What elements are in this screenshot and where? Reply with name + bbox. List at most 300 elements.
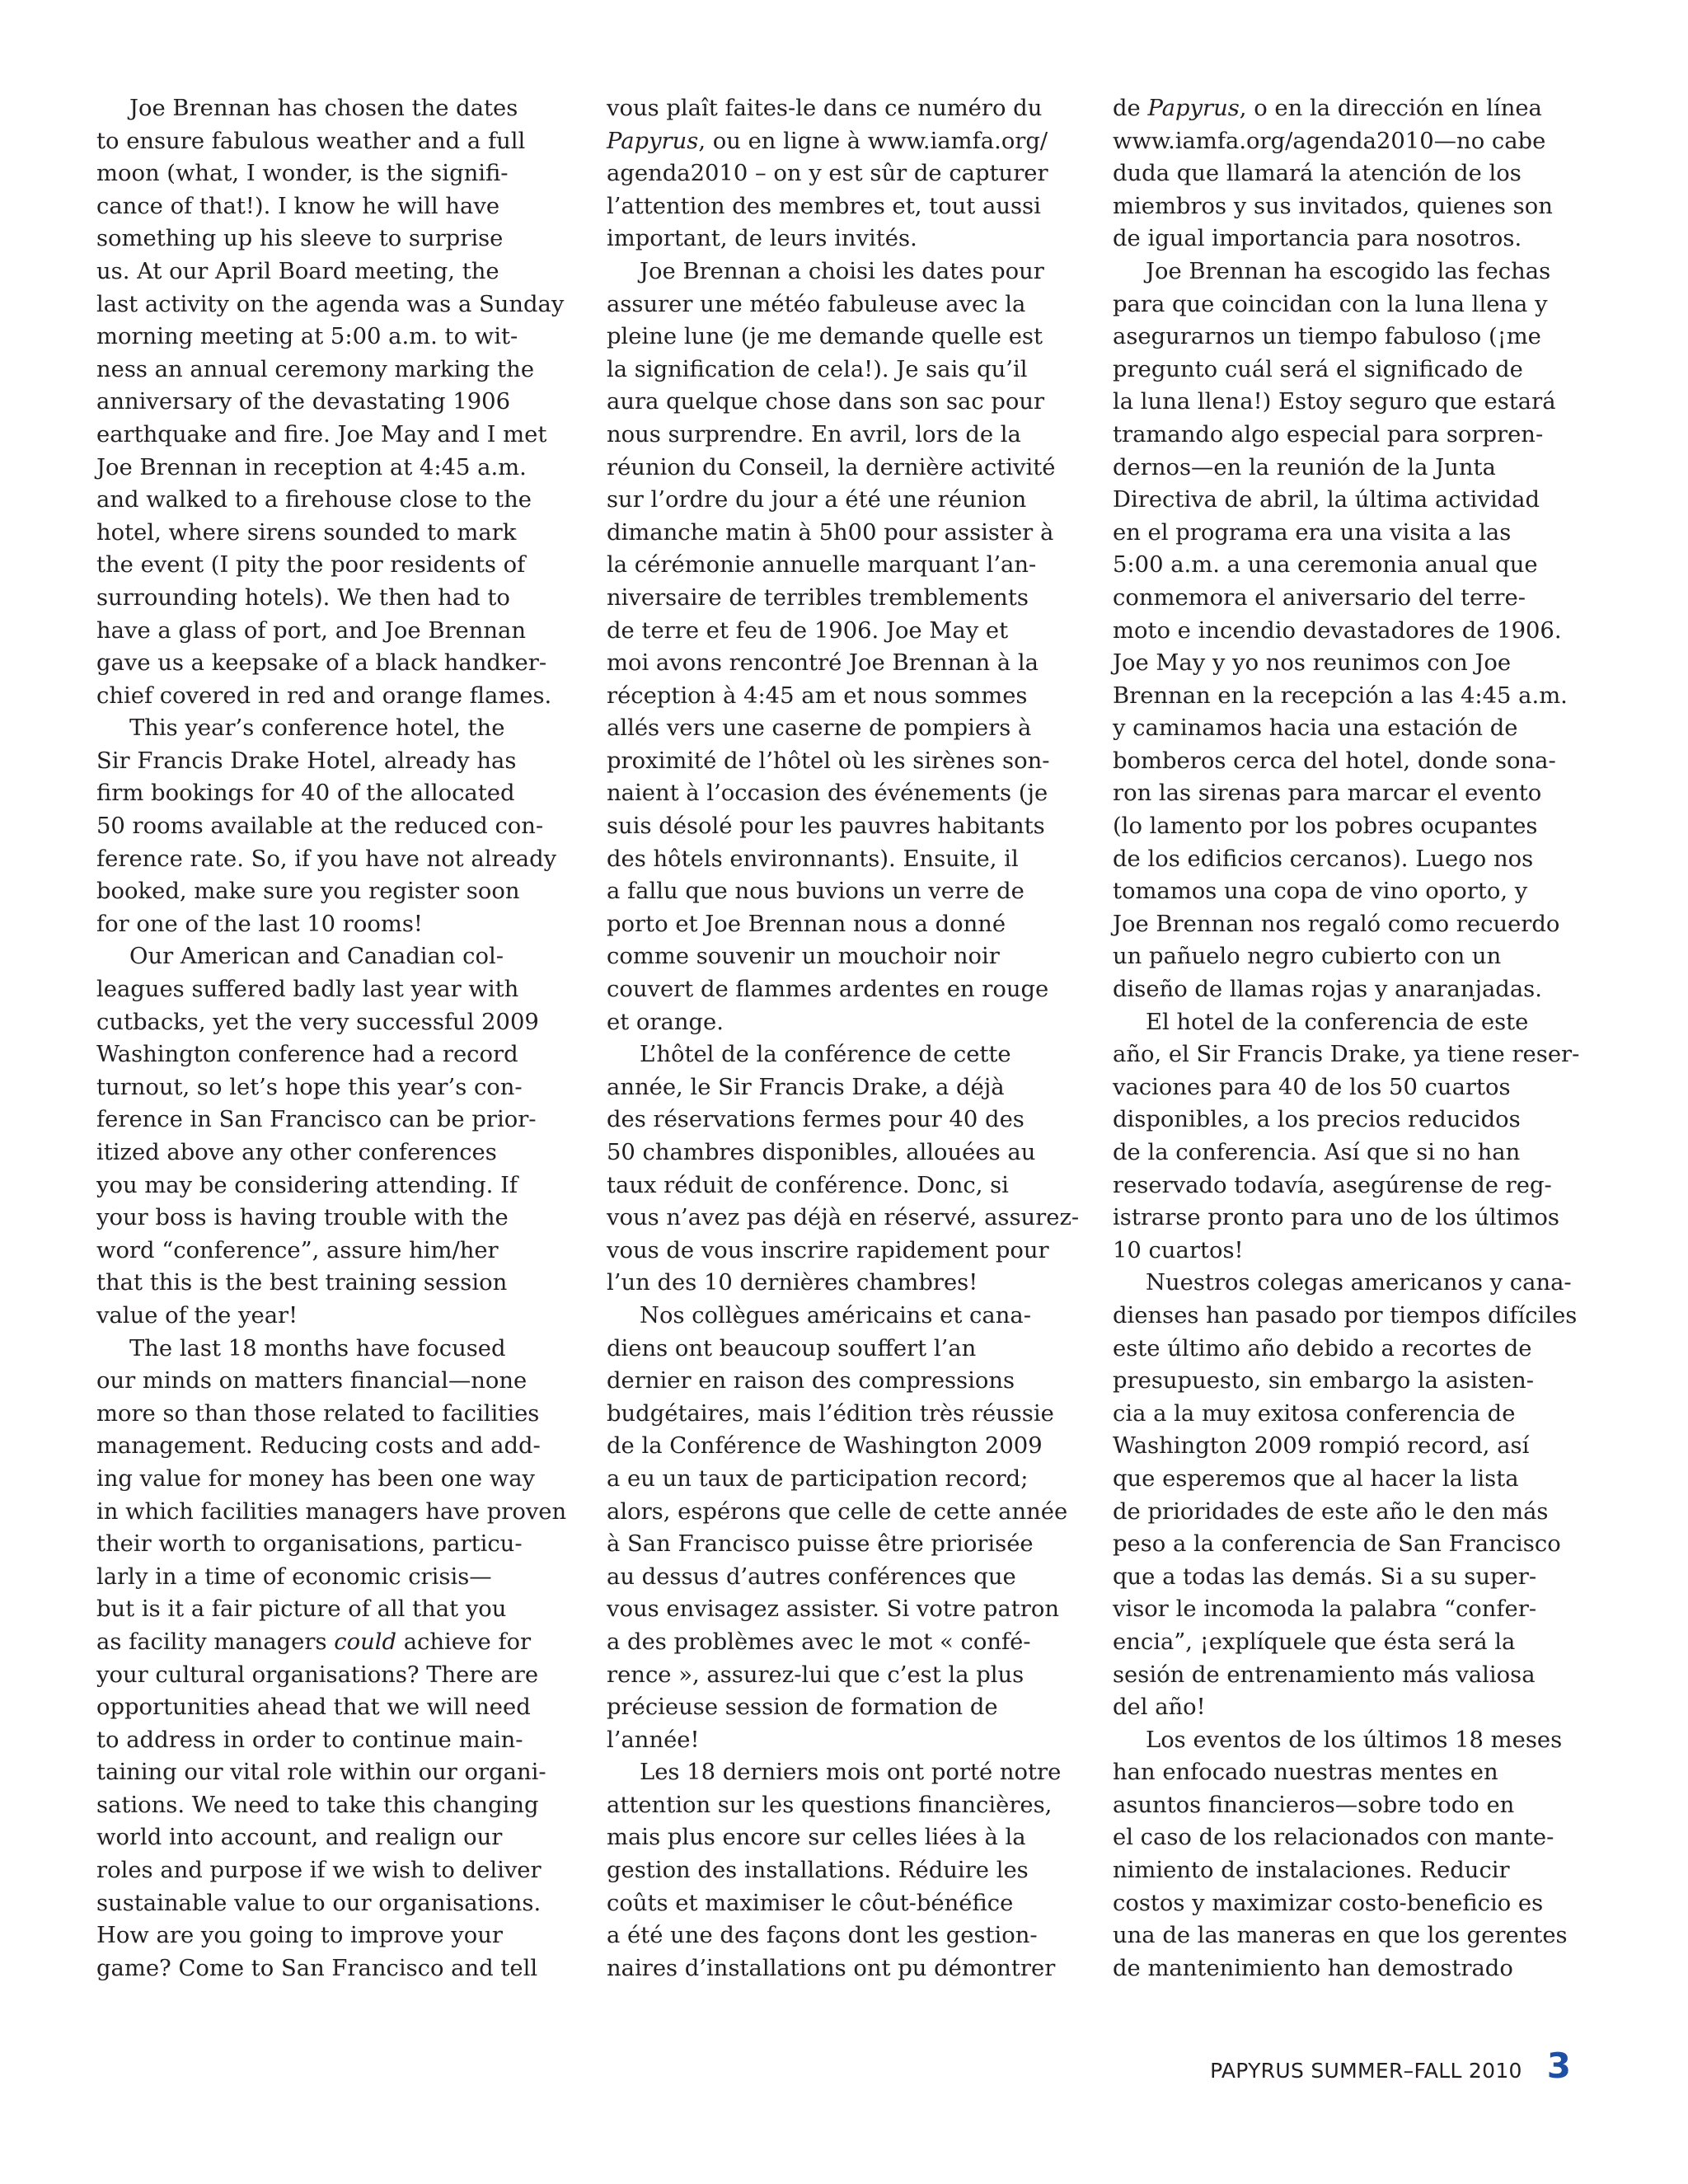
text-line [607, 1756, 1066, 1789]
text-line [607, 1528, 1066, 1561]
line-text: l’année! [607, 1727, 700, 1753]
line-text: la signification de cela!). Je sais qu’il [607, 356, 1028, 382]
text-line [1113, 190, 1572, 223]
line-text: moto e incendio devastadores de 1906. [1113, 617, 1562, 644]
text-line [96, 1235, 556, 1268]
text-line [1113, 452, 1572, 485]
text-line [96, 1593, 556, 1626]
text-line [1113, 1038, 1580, 1071]
line-text: but is it a fair picture of all that you [96, 1596, 507, 1623]
line-text: ron las sirenas para marcar el evento [1113, 780, 1542, 807]
line-text: vous de vous inscrire rapidement pour [607, 1237, 1049, 1263]
italic-text: could [334, 1629, 397, 1655]
line-text: vous envisagez assister. Si votre patron [607, 1596, 1060, 1623]
text-line [96, 157, 556, 190]
line-text: game? Come to San Francisco and tell [96, 1955, 538, 1981]
line-text: your boss is having trouble with the [96, 1205, 509, 1231]
text-line [96, 1952, 556, 1985]
line-text: The last 18 months have focused [129, 1335, 506, 1361]
text-line [1113, 1071, 1572, 1104]
text-line [607, 125, 1066, 158]
line-text: diens ont beaucoup souffert l’an [607, 1335, 977, 1361]
text-line [607, 843, 1066, 876]
text-line [1113, 549, 1572, 582]
line-text: encia”, ¡explíquele que ésta será la [1113, 1629, 1516, 1655]
text-line [1113, 1659, 1572, 1692]
text-line [1113, 1691, 1572, 1724]
text-line [96, 452, 556, 485]
line-text: sations. We need to take this changing [96, 1792, 539, 1818]
line-text: Washington 2009 rompió record, así [1113, 1433, 1530, 1460]
text-line [607, 1038, 1066, 1071]
line-text: Washington conference had a record [96, 1042, 518, 1068]
line-text: leagues suffered badly last year with [96, 977, 519, 1003]
text-line [607, 1821, 1066, 1854]
text-line [96, 843, 556, 876]
text-line [607, 777, 1066, 810]
line-text: dernos—en la reunión de la Junta [1113, 454, 1496, 480]
line-text: as facility managers [96, 1629, 335, 1655]
text-line [96, 223, 556, 255]
text-line [96, 973, 556, 1006]
text-line [607, 354, 1066, 387]
line-text: des réservations fermes pour 40 des [607, 1107, 1025, 1133]
text-line [607, 875, 1066, 908]
line-text: Joe Brennan a choisi les dates pour [640, 258, 1044, 284]
line-text: chief covered in red and orange flames. [96, 682, 552, 709]
line-text: El hotel de la conferencia de este [1146, 1009, 1529, 1035]
text-line [1113, 940, 1572, 973]
text-line [1113, 810, 1572, 843]
text-line [96, 1821, 556, 1854]
text-line [607, 1854, 1066, 1887]
text-line [607, 1365, 1066, 1398]
line-text: in which facilities managers have proven [96, 1498, 567, 1525]
line-text: rence », assurez-lui que c’est la plus [607, 1661, 1025, 1688]
line-text: dimanche matin à 5h00 pour assister à [607, 519, 1054, 546]
text-line [96, 484, 556, 517]
text-line [1113, 1496, 1572, 1529]
text-line [1113, 1398, 1572, 1431]
text-line [96, 1430, 556, 1463]
line-text: et orange. [607, 1009, 724, 1035]
line-text: taux réduit de conférence. Donc, si [607, 1172, 1009, 1198]
line-text: attention sur les questions financières, [607, 1792, 1053, 1818]
text-line [1113, 386, 1572, 419]
line-text: last activity on the agenda was a Sunday [96, 291, 565, 317]
text-line [96, 1333, 556, 1366]
line-text: morning meeting at 5:00 a.m. to wit- [96, 324, 518, 350]
line-text: opportunities ahead that we will need [96, 1694, 531, 1721]
text-line [1113, 1854, 1572, 1887]
text-line [96, 1202, 556, 1235]
line-text: moon (what, I wonder, is the signifi- [96, 161, 509, 187]
line-text: de la conferencia. Así que si no han [1113, 1140, 1521, 1165]
text-line [96, 321, 556, 354]
line-text: to address in order to continue main- [96, 1727, 523, 1753]
line-text: sesión de entrenamiento más valiosa [1113, 1661, 1536, 1688]
line-text: pleine lune (je me demande quelle est [607, 324, 1043, 350]
line-text: proximité de l’hôtel où les sirènes son- [607, 748, 1050, 774]
text-line [1113, 680, 1572, 713]
text-line [1113, 1593, 1572, 1626]
line-text-continued: achieve for [396, 1629, 532, 1655]
text-line [1113, 1887, 1572, 1920]
text-line [1113, 875, 1572, 908]
line-text: cutbacks, yet the very successful 2009 [96, 1009, 539, 1035]
line-text: roles and purpose if we wish to deliver [96, 1858, 542, 1884]
line-text: un pañuelo negro cubierto con un [1113, 944, 1502, 970]
line-text: sur l’ordre du jour a été une réunion [607, 487, 1027, 513]
text-line [607, 712, 1066, 745]
line-text: disponibles, a los precios reducidos [1113, 1107, 1521, 1133]
line-text: gave us a keepsake of a black handker- [96, 650, 547, 677]
french-column [607, 92, 1080, 2000]
line-text: couvert de flammes ardentes en rouge [607, 977, 1049, 1003]
text-line [1113, 1528, 1572, 1561]
line-text: porto et Joe Brennan nous a donné [607, 911, 1006, 937]
text-line [607, 1300, 1066, 1333]
line-text: mais plus encore sur celles liées à la [607, 1825, 1026, 1851]
text-line [1113, 157, 1572, 190]
line-text: Joe Brennan has chosen the dates [129, 96, 518, 121]
line-text: to ensure fabulous weather and a full [96, 128, 526, 154]
text-line [607, 647, 1066, 680]
line-text: (lo lamento por los pobres ocupantes [1113, 813, 1538, 840]
line-text: nimiento de instalaciones. Reducir [1113, 1858, 1510, 1884]
line-text: istrarse pronto para uno de los últimos [1113, 1205, 1559, 1231]
line-text: la cérémonie annuelle marquant l’an- [607, 552, 1037, 579]
line-text: coûts et maximiser le côut-bénéfice [607, 1890, 1014, 1916]
text-line [1113, 1104, 1572, 1137]
text-line [1113, 517, 1572, 550]
line-text: diseño de llamas rojas y anaranjadas. [1113, 977, 1542, 1003]
text-line [607, 1202, 1080, 1235]
text-line [1113, 1202, 1572, 1235]
text-line [607, 517, 1066, 550]
text-line [96, 1169, 556, 1202]
line-text: for one of the last 10 rooms! [96, 911, 423, 937]
text-line [1113, 1724, 1572, 1757]
line-text: assurer une météo fabuleuse avec la [607, 291, 1026, 317]
text-line [1113, 1561, 1572, 1594]
text-line [607, 190, 1066, 223]
spanish-column [1113, 92, 1580, 2000]
text-line [607, 1398, 1066, 1431]
line-text: tomamos una copa de vino oporto, y [1113, 879, 1528, 905]
english-column [96, 92, 567, 2000]
text-line [1113, 582, 1572, 615]
text-line [96, 1038, 556, 1071]
text-line [607, 1691, 1066, 1724]
text-line [1113, 1365, 1572, 1398]
line-text: costos y maximizar costo-beneficio es [1113, 1890, 1544, 1916]
line-text: peso a la conferencia de San Francisco [1113, 1531, 1561, 1558]
line-text: sustainable value to our organisations. [96, 1890, 542, 1916]
text-line [96, 777, 556, 810]
line-text: you may be considering attending. If [96, 1172, 518, 1198]
text-line [96, 582, 556, 615]
line-text: their worth to organisations, particu- [96, 1531, 523, 1558]
text-line [607, 386, 1066, 419]
text-line [607, 1593, 1066, 1626]
text-line [1113, 1006, 1572, 1039]
italic-text: Papyrus [1147, 96, 1240, 121]
text-line [1113, 973, 1572, 1006]
line-text: alors, espérons que celle de cette année [607, 1498, 1068, 1525]
text-line [96, 1561, 556, 1594]
text-line [96, 1659, 556, 1692]
text-line [607, 1169, 1066, 1202]
line-text: firm bookings for 40 of the allocated [96, 780, 515, 807]
line-text: cia a la muy exitosa conferencia de [1113, 1400, 1516, 1427]
text-line [1113, 1463, 1572, 1496]
line-text: word “conference”, assure him/her [96, 1237, 499, 1263]
text-line [96, 1300, 556, 1333]
text-line [96, 1854, 556, 1887]
line-text: a eu un taux de participation record; [607, 1465, 1029, 1492]
text-line [1113, 1789, 1572, 1822]
text-line [607, 1463, 1066, 1496]
line-text: del año! [1113, 1694, 1206, 1721]
text-line [96, 1691, 556, 1724]
text-line [96, 386, 556, 419]
text-line [96, 940, 556, 973]
text-line [607, 1235, 1066, 1268]
text-line [1113, 354, 1572, 387]
line-text: Sir Francis Drake Hotel, already has [96, 748, 517, 774]
line-text: naient à l’occasion des événements (je [607, 780, 1048, 807]
line-text: itized above any other conferences [96, 1140, 497, 1165]
text-line [1113, 1169, 1572, 1202]
text-line [1113, 1952, 1572, 1985]
text-line [96, 810, 556, 843]
text-line [96, 908, 556, 941]
text-line [96, 125, 556, 158]
line-text: This year’s conference hotel, the [129, 715, 505, 742]
line-text: de los edificios cercanos). Luego nos [1113, 846, 1534, 872]
line-text: duda que llamará la atención de los [1113, 161, 1522, 187]
text-line [1113, 1430, 1572, 1463]
line-text: que a todas las demás. Si a su super- [1113, 1563, 1537, 1590]
line-text: naires d’installations ont pu démontrer [607, 1955, 1056, 1981]
text-line [96, 875, 556, 908]
line-text: nous surprendre. En avril, lors de la [607, 421, 1021, 448]
text-line [607, 157, 1066, 190]
line-text: vous n’avez pas déjà en réservé, assurez- [607, 1205, 1080, 1231]
line-text: a des problèmes avec le mot « confé- [607, 1629, 1031, 1655]
line-text: Los eventos de los últimos 18 meses [1146, 1727, 1563, 1753]
text-line [96, 288, 565, 321]
line-text: una de las maneras en que los gerentes [1113, 1923, 1568, 1949]
page-number: 3 [1546, 2046, 1571, 2086]
line-text: ference rate. So, if you have not already [96, 846, 557, 872]
line-text: surrounding hotels). We then had to [96, 584, 510, 611]
line-text: more so than those related to facilities [96, 1400, 540, 1427]
line-text: anniversary of the devastating 1906 [96, 389, 511, 415]
line-text: larly in a time of economic crisis— [96, 1563, 492, 1590]
line-text: How are you going to improve your [96, 1923, 503, 1949]
text-line [96, 1789, 556, 1822]
line-text: 50 rooms available at the reduced con- [96, 813, 544, 840]
line-text: de prioridades de este año le den más [1113, 1498, 1549, 1525]
line-text: en el programa era una visita a las [1113, 519, 1512, 546]
line-text: réunion du Conseil, la dernière activité [607, 454, 1056, 480]
text-line [96, 1071, 556, 1104]
text-line [607, 615, 1066, 648]
line-text: l’attention des membres et, tout aussi [607, 193, 1041, 219]
line-text: hotel, where sirens sounded to mark [96, 519, 517, 546]
text-line [607, 582, 1066, 615]
text-line [1113, 777, 1572, 810]
line-text: comme souvenir un mouchoir noir [607, 944, 1000, 970]
line-text: visor le incomoda la palabra “confer- [1113, 1596, 1537, 1623]
line-text: our minds on matters financial—none [96, 1368, 528, 1394]
line-text: important, de leurs invités. [607, 226, 917, 252]
text-line [96, 1267, 556, 1300]
text-line [607, 1952, 1066, 1985]
text-line [96, 745, 556, 778]
line-text: asuntos financieros—sobre todo en [1113, 1792, 1515, 1818]
line-text: y caminamos hacia una estación de [1113, 715, 1518, 742]
text-line [607, 452, 1066, 485]
line-text: han enfocado nuestras mentes en [1113, 1760, 1498, 1786]
line-text: us. At our April Board meeting, the [96, 258, 499, 284]
line-text: ing value for money has been one way [96, 1465, 536, 1492]
line-text: Nos collègues américains et cana- [640, 1302, 1031, 1329]
text-line [1113, 1300, 1578, 1333]
line-text: tramando algo especial para sorpren- [1113, 421, 1544, 448]
line-text-continued: , ou en ligne à www.iamfa.org/ [698, 128, 1048, 154]
line-text: gestion des installations. Réduire les [607, 1858, 1029, 1884]
line-text: de la Conférence de Washington 2009 [607, 1433, 1043, 1460]
text-line [96, 549, 556, 582]
text-line [607, 1919, 1066, 1952]
text-line [1113, 321, 1572, 354]
text-line [607, 745, 1066, 778]
line-text: de terre et feu de 1906. Joe May et [607, 617, 1009, 644]
line-text: taining our vital role within our organi- [96, 1760, 546, 1786]
line-text: 10 cuartos! [1113, 1237, 1244, 1263]
text-line [607, 680, 1066, 713]
text-line [1113, 288, 1572, 321]
line-text: Joe Brennan nos regaló como recuerdo [1113, 911, 1560, 937]
text-line [607, 223, 1066, 255]
line-text: L’hôtel de la conférence de cette [640, 1042, 1011, 1068]
text-line [1113, 908, 1572, 941]
line-text-continued: , o en la dirección en línea [1239, 96, 1542, 121]
text-line [1113, 745, 1572, 778]
line-text: suis désolé pour les pauvres habitants [607, 813, 1045, 840]
text-line [607, 1430, 1066, 1463]
line-text: reservado todavía, asegúrense de reg- [1113, 1172, 1552, 1198]
line-text: Les 18 derniers mois ont porté notre [640, 1760, 1062, 1786]
text-line [607, 1659, 1066, 1692]
line-text: 5:00 a.m. a una ceremonia anual que [1113, 552, 1538, 579]
line-text: de igual importancia para nosotros. [1113, 226, 1522, 252]
text-line [607, 419, 1066, 452]
line-text: budgétaires, mais l’édition très réussie [607, 1400, 1054, 1427]
text-line [1113, 1756, 1572, 1789]
text-line [1113, 255, 1572, 288]
line-text: el caso de los relacionados con mante- [1113, 1825, 1554, 1851]
line-text: Joe Brennan ha escogido las fechas [1146, 258, 1551, 284]
text-line [96, 1724, 556, 1757]
line-text: réception à 4:45 am et nous sommes [607, 682, 1028, 709]
line-text: l’un des 10 dernières chambres! [607, 1270, 978, 1296]
text-line [607, 1887, 1066, 1920]
text-line [1113, 647, 1572, 680]
publication-title: PAPYRUS SUMMER–FALL 2010 [1210, 2059, 1522, 2083]
text-line [607, 1496, 1066, 1529]
line-text: dernier en raison des compressions [607, 1368, 1015, 1394]
text-line [1113, 1626, 1572, 1659]
line-text: para que coincidan con la luna llena y [1113, 291, 1548, 317]
text-line [607, 92, 1066, 125]
text-line [607, 484, 1066, 517]
text-line [607, 1561, 1066, 1594]
line-text: that this is the best training session [96, 1270, 508, 1296]
line-text: Joe Brennan in reception at 4:45 a.m. [96, 454, 527, 480]
text-line [1113, 419, 1572, 452]
line-text: a fallu que nous buvions un verre de [607, 879, 1025, 905]
text-line [96, 1006, 556, 1039]
text-line [1113, 1919, 1572, 1952]
line-text: www.iamfa.org/agenda2010—no cabe [1113, 128, 1546, 154]
text-line [1113, 125, 1572, 158]
line-text: something up his sleeve to surprise [96, 226, 504, 252]
text-line [96, 354, 556, 387]
line-text: Our American and Canadian col- [129, 944, 504, 970]
text-line [96, 615, 556, 648]
line-text: Joe May y yo nos reunimos con Joe [1113, 650, 1512, 677]
page-footer [989, 2046, 1571, 2085]
text-line [96, 1626, 556, 1659]
line-text: bomberos cerca del hotel, donde sona- [1113, 748, 1556, 774]
text-line [1113, 223, 1572, 255]
line-text: Nuestros colegas americanos y cana- [1146, 1270, 1572, 1296]
text-line [96, 517, 556, 550]
text-line [607, 1267, 1066, 1300]
text-line [96, 419, 556, 452]
text-line [607, 1104, 1066, 1137]
text-line [607, 810, 1066, 843]
text-line [96, 680, 556, 713]
line-text: au dessus d’autres conférences que [607, 1563, 1016, 1590]
line-text: ference in San Francisco can be prior- [96, 1107, 537, 1133]
line-text: año, el Sir Francis Drake, ya tiene reser- [1113, 1042, 1580, 1068]
line-text: cance of that!). I know he will have [96, 193, 500, 219]
line-text: niversaire de terribles tremblements [607, 584, 1029, 611]
text-line [96, 1887, 556, 1920]
text-line [1113, 843, 1572, 876]
text-line [607, 1333, 1066, 1366]
text-line [96, 255, 556, 288]
text-line [96, 1528, 556, 1561]
line-text: pregunto cuál será el significado de [1113, 356, 1523, 382]
line-text: à San Francisco puisse être priorisée [607, 1531, 1034, 1558]
text-line [96, 1496, 567, 1529]
line-text: world into account, and realign our [96, 1825, 503, 1851]
text-line [1113, 615, 1572, 648]
text-line [96, 1365, 556, 1398]
text-line [96, 1398, 556, 1431]
text-line [607, 1006, 1066, 1039]
line-text: vaciones para 40 de los 50 cuartos [1113, 1074, 1511, 1100]
line-text: dienses han pasado por tiempos difíciles [1113, 1302, 1578, 1329]
text-line [1113, 1137, 1572, 1169]
text-line [607, 1626, 1066, 1659]
